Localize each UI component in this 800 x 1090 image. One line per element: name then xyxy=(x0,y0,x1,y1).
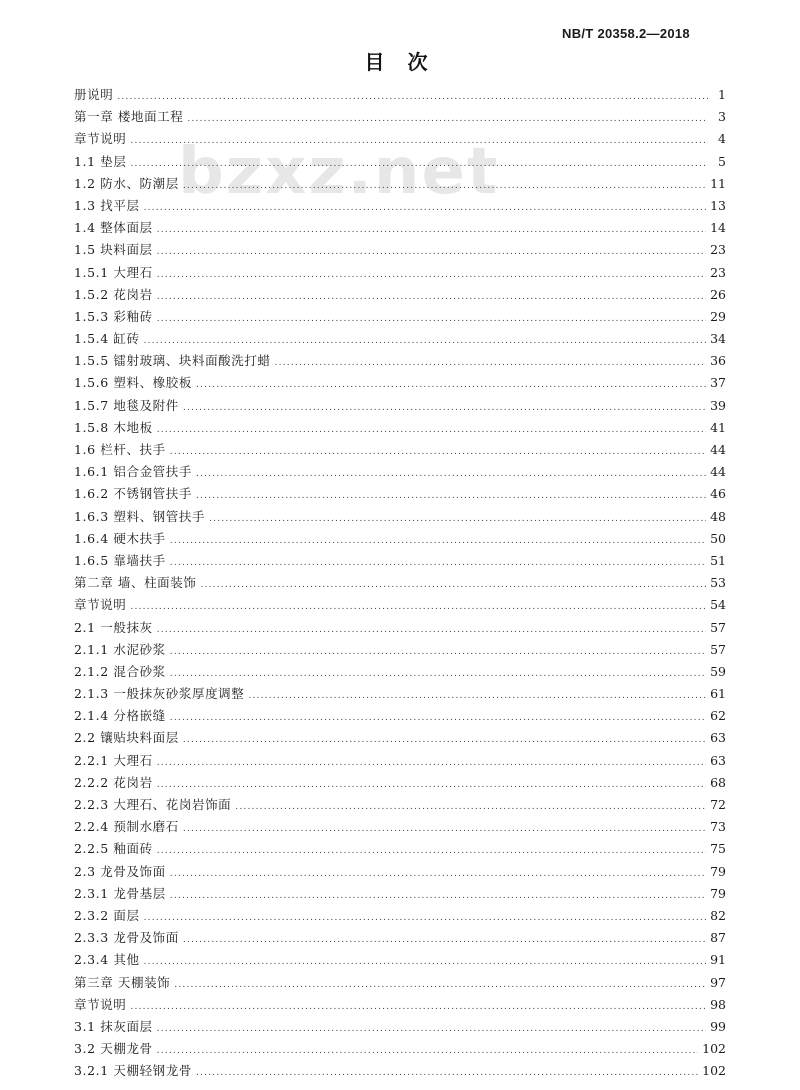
toc-entry-label: 章节说明 xyxy=(74,996,127,1012)
toc-entry-page: 73 xyxy=(710,819,726,835)
toc-entry[interactable] xyxy=(74,727,726,749)
toc-entry-page: 99 xyxy=(710,1018,726,1034)
toc-entry[interactable] xyxy=(74,1016,726,1038)
toc-entry-label: 2.1 一般抹灰 xyxy=(74,619,153,635)
toc-dot-leader xyxy=(157,286,706,308)
toc-entry-label: 2.2.4 预制水磨石 xyxy=(74,819,179,835)
toc-entry-page: 59 xyxy=(710,663,726,679)
toc-entry-page: 1 xyxy=(718,87,726,102)
toc-dot-leader xyxy=(130,153,708,175)
toc-entry[interactable] xyxy=(74,905,726,927)
toc-entry[interactable] xyxy=(74,217,726,239)
toc-entry-label: 3.2 天棚龙骨 xyxy=(74,1041,153,1057)
toc-entry-label: 1.5 块料面层 xyxy=(74,242,153,258)
toc-entry[interactable] xyxy=(74,461,726,483)
toc-entry-label: 2.3.4 其他 xyxy=(74,952,140,968)
watermark: bzxz.net xyxy=(178,135,500,209)
toc-dot-leader xyxy=(144,951,707,973)
toc-entry[interactable] xyxy=(74,972,726,994)
toc-entry[interactable] xyxy=(74,350,726,372)
toc-entry-label: 2.1.4 分格嵌缝 xyxy=(74,708,166,724)
toc-entry[interactable] xyxy=(74,550,726,572)
toc-dot-leader xyxy=(187,108,708,130)
toc-entry-label: 第一章 楼地面工程 xyxy=(74,109,184,125)
toc-dot-leader xyxy=(130,596,706,618)
toc-entry-label: 2.1.3 一般抹灰砂浆厚度调整 xyxy=(74,686,245,702)
toc-entry-page: 44 xyxy=(710,442,726,457)
toc-entry[interactable] xyxy=(74,306,726,328)
toc-entry-label: 1.5.3 彩釉砖 xyxy=(74,308,153,324)
toc-dot-leader xyxy=(183,929,706,951)
toc-entry-label: 1.5.4 缸砖 xyxy=(74,331,140,347)
toc-entry[interactable] xyxy=(74,594,726,616)
toc-dot-leader xyxy=(275,352,707,374)
toc-entry-label: 1.6.3 塑料、钢管扶手 xyxy=(74,508,206,524)
toc-dot-leader xyxy=(130,130,708,152)
toc-entry-label: 3.2.1 天棚轻钢龙骨 xyxy=(74,1063,192,1079)
page-title: 目 次 xyxy=(364,50,436,74)
toc-entry[interactable] xyxy=(74,151,726,173)
toc-entry[interactable] xyxy=(74,705,726,727)
toc-entry-label: 2.2.5 釉面砖 xyxy=(74,841,153,857)
toc-entry-label: 1.5.7 地毯及附件 xyxy=(74,397,179,413)
toc-dot-leader xyxy=(157,219,706,241)
toc-dot-leader xyxy=(157,840,706,862)
toc-dot-leader xyxy=(157,308,706,330)
toc-entry-page: 48 xyxy=(710,508,726,524)
toc-dot-leader xyxy=(170,707,706,729)
toc-entry-page: 75 xyxy=(710,841,726,857)
toc-entry-label: 1.4 整体面层 xyxy=(74,220,153,236)
toc-dot-leader xyxy=(183,397,706,419)
toc-dot-leader xyxy=(157,774,706,796)
toc-dot-leader xyxy=(144,330,707,352)
toc-entry[interactable] xyxy=(74,372,726,394)
toc-entry[interactable] xyxy=(74,838,726,860)
toc-entry-page: 51 xyxy=(710,552,726,568)
toc-entry[interactable] xyxy=(74,506,726,528)
toc-entry-page: 63 xyxy=(710,730,726,746)
toc-entry-page: 102 xyxy=(702,1041,726,1057)
toc-dot-leader xyxy=(183,818,706,840)
toc-entry[interactable] xyxy=(74,328,726,350)
toc-dot-leader xyxy=(170,663,706,685)
toc-entry[interactable] xyxy=(74,195,726,217)
toc-entry-page: 44 xyxy=(710,464,726,480)
toc-dot-leader xyxy=(196,374,706,396)
toc-entry[interactable] xyxy=(74,84,726,106)
toc-dot-leader xyxy=(174,974,706,996)
toc-entry-page: 50 xyxy=(710,530,726,546)
toc-entry-page: 72 xyxy=(710,797,726,812)
toc-entry[interactable] xyxy=(74,284,726,306)
toc-entry-page: 87 xyxy=(710,930,726,946)
toc-entry[interactable] xyxy=(74,173,726,195)
toc-entry-page: 29 xyxy=(710,308,726,324)
toc-entry-label: 册说明 xyxy=(74,87,114,102)
toc-entry-page: 39 xyxy=(710,397,726,413)
toc-entry[interactable] xyxy=(74,1038,726,1060)
toc-entry[interactable] xyxy=(74,417,726,439)
toc-dot-leader xyxy=(170,441,706,463)
toc-entry[interactable] xyxy=(74,617,726,639)
toc-entry-page: 63 xyxy=(710,752,726,768)
toc-dot-leader xyxy=(157,419,706,441)
toc-entry-label: 2.2.2 花岗岩 xyxy=(74,774,153,790)
toc-entry-label: 3.1 抹灰面层 xyxy=(74,1018,153,1034)
toc-entry-label: 1.5.2 花岗岩 xyxy=(74,286,153,302)
toc-dot-leader xyxy=(200,574,706,596)
toc-entry-label: 1.6.5 靠墙扶手 xyxy=(74,552,166,568)
toc-dot-leader xyxy=(157,241,706,263)
toc-entry-page: 23 xyxy=(710,242,726,258)
toc-entry[interactable] xyxy=(74,794,726,816)
toc-entry-page: 11 xyxy=(710,175,726,191)
toc-entry-page: 61 xyxy=(710,686,726,702)
toc-dot-leader xyxy=(130,996,706,1018)
toc-entry-label: 2.2.3 大理石、花岗岩饰面 xyxy=(74,797,232,812)
toc-dot-leader xyxy=(170,552,706,574)
toc-dot-leader xyxy=(170,885,706,907)
toc-dot-leader xyxy=(170,530,706,552)
toc-dot-leader xyxy=(157,619,706,641)
toc-dot-leader xyxy=(117,86,708,108)
toc-entry-page: 53 xyxy=(710,575,726,591)
toc-dot-leader xyxy=(170,641,706,663)
toc-entry[interactable] xyxy=(74,683,726,705)
toc-entry-page: 98 xyxy=(710,996,726,1012)
toc-entry[interactable] xyxy=(74,661,726,683)
toc-entry[interactable] xyxy=(74,239,726,261)
toc-entry-label: 章节说明 xyxy=(74,131,127,147)
toc-entry-page: 62 xyxy=(710,708,726,724)
toc-entry[interactable] xyxy=(74,439,726,461)
toc-entry-label: 第二章 墙、柱面装饰 xyxy=(74,575,197,591)
toc-entry[interactable] xyxy=(74,861,726,883)
toc-dot-leader xyxy=(196,1062,698,1084)
toc-entry-label: 第三章 天棚装饰 xyxy=(74,974,171,990)
toc-entry-page: 13 xyxy=(710,197,726,213)
toc-entry-page: 68 xyxy=(710,774,726,790)
toc-dot-leader xyxy=(209,508,706,530)
toc-entry[interactable] xyxy=(74,994,726,1016)
toc-entry[interactable] xyxy=(74,927,726,949)
toc-entry-label: 2.3.3 龙骨及饰面 xyxy=(74,930,179,946)
toc-entry-page: 41 xyxy=(710,419,726,435)
toc-entry-label: 1.5.1 大理石 xyxy=(74,264,153,280)
toc-entry[interactable] xyxy=(74,816,726,838)
toc-dot-leader xyxy=(157,1040,698,1062)
toc-entry-page: 34 xyxy=(710,331,726,347)
toc-entry-page: 36 xyxy=(710,353,726,369)
toc-entry-label: 1.1 垫层 xyxy=(74,153,127,169)
toc-dot-leader xyxy=(248,685,706,707)
toc-entry-label: 1.5.6 塑料、橡胶板 xyxy=(74,375,192,391)
toc-entry-page: 46 xyxy=(710,486,726,502)
toc-entry-page: 79 xyxy=(710,863,726,879)
toc-entry-label: 2.3.2 面层 xyxy=(74,907,140,923)
toc-dot-leader xyxy=(144,197,707,219)
toc-entry-label: 2.1.1 水泥砂浆 xyxy=(74,641,166,657)
toc-entry-label: 2.2.1 大理石 xyxy=(74,752,153,768)
toc-entry-label: 1.6.2 不锈钢管扶手 xyxy=(74,486,192,502)
toc-dot-leader xyxy=(170,863,706,885)
toc-entry-label: 章节说明 xyxy=(74,597,127,613)
toc-entry-label: 1.6 栏杆、扶手 xyxy=(74,442,166,457)
toc-entry-page: 57 xyxy=(710,641,726,657)
toc-entry-label: 1.3 找平层 xyxy=(74,197,140,213)
toc-entry-page: 37 xyxy=(710,375,726,391)
toc-entry[interactable] xyxy=(74,395,726,417)
toc-dot-leader xyxy=(183,729,706,751)
toc-entry-page: 82 xyxy=(710,907,726,923)
toc-dot-leader xyxy=(157,752,706,774)
toc-dot-leader xyxy=(144,907,707,929)
toc-dot-leader xyxy=(235,796,706,818)
toc-entry[interactable] xyxy=(74,572,726,594)
toc-entry-page: 54 xyxy=(710,597,726,613)
toc-entry-page: 57 xyxy=(710,619,726,635)
toc-entry-page: 5 xyxy=(718,153,726,169)
toc-entry[interactable] xyxy=(74,750,726,772)
toc-entry-page: 79 xyxy=(710,885,726,901)
toc-entry[interactable] xyxy=(74,639,726,661)
table-of-contents xyxy=(74,84,726,1082)
toc-entry[interactable] xyxy=(74,772,726,794)
toc-dot-leader xyxy=(157,1018,706,1040)
toc-dot-leader xyxy=(196,463,706,485)
toc-entry-page: 102 xyxy=(702,1063,726,1079)
standard-code: NB/T 20358.2—2018 xyxy=(562,26,690,41)
toc-entry-label: 1.2 防水、防潮层 xyxy=(74,175,179,191)
toc-entry-label: 2.2 镶贴块料面层 xyxy=(74,730,179,746)
toc-entry[interactable] xyxy=(74,128,726,150)
toc-entry[interactable] xyxy=(74,949,726,971)
toc-dot-leader xyxy=(196,485,706,507)
toc-entry[interactable] xyxy=(74,106,726,128)
toc-entry-page: 4 xyxy=(718,131,726,147)
toc-entry-label: 1.5.8 木地板 xyxy=(74,419,153,435)
toc-entry-page: 91 xyxy=(710,952,726,968)
toc-entry-label: 1.5.5 镭射玻璃、块料面酸洗打蜡 xyxy=(74,353,271,369)
toc-entry-label: 2.1.2 混合砂浆 xyxy=(74,663,166,679)
toc-entry[interactable] xyxy=(74,883,726,905)
toc-dot-leader xyxy=(183,175,706,197)
toc-entry-page: 23 xyxy=(710,264,726,280)
toc-entry-page: 3 xyxy=(718,109,726,125)
toc-entry[interactable] xyxy=(74,1060,726,1082)
toc-entry-label: 1.6.4 硬木扶手 xyxy=(74,530,166,546)
toc-entry[interactable] xyxy=(74,483,726,505)
toc-entry[interactable] xyxy=(74,528,726,550)
toc-entry-page: 97 xyxy=(710,974,726,990)
toc-entry[interactable] xyxy=(74,262,726,284)
toc-entry-label: 1.6.1 铝合金管扶手 xyxy=(74,464,192,480)
toc-entry-label: 2.3.1 龙骨基层 xyxy=(74,885,166,901)
toc-entry-page: 26 xyxy=(710,286,726,302)
toc-entry-label: 2.3 龙骨及饰面 xyxy=(74,863,166,879)
toc-dot-leader xyxy=(157,264,706,286)
toc-entry-page: 14 xyxy=(710,220,726,236)
